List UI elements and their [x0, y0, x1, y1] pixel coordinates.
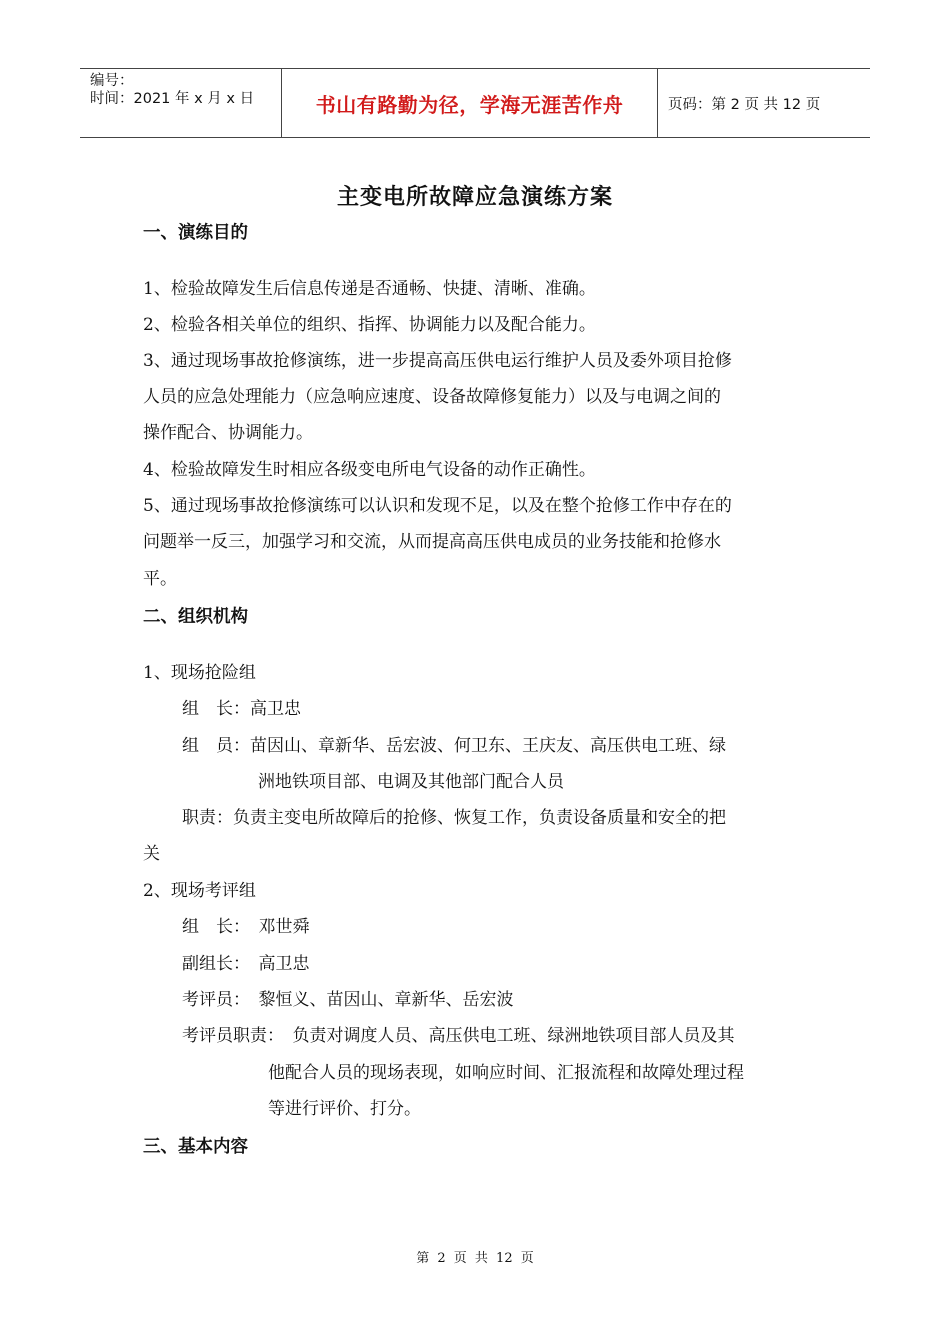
group-duty: 职责：负责主变电所故障后的抢修、恢复工作，负责设备质量和安全的把: [182, 808, 726, 828]
paragraph: 4、检验故障发生时相应各级变电所电气设备的动作正确性。: [143, 460, 596, 480]
paragraph: 5、通过现场事故抢修演练可以认识和发现不足，以及在整个抢修工作中存在的: [143, 496, 732, 516]
paragraph: 1、检验故障发生后信息传递是否通畅、快捷、清晰、准确。: [143, 279, 596, 299]
section-heading-organization: 二、组织机构: [143, 607, 248, 627]
header-motto: 书山有路勤为径，学海无涯苦作舟: [282, 69, 658, 137]
section-heading-purpose: 一、演练目的: [143, 223, 248, 243]
section-heading-content: 三、基本内容: [143, 1137, 248, 1157]
group-members: 洲地铁项目部、电调及其他部门配合人员: [258, 772, 564, 792]
document-date: 时间：2021 年 x 月 x 日: [90, 91, 255, 107]
group-duty: 等进行评价、打分。: [268, 1099, 421, 1119]
group-judges: 考评员： 黎恒义、苗因山、章新华、岳宏波: [182, 990, 514, 1010]
header-page-info: 页码：第 2 页 共 12 页: [668, 96, 821, 113]
page-footer: 第 2 页 共 12 页: [416, 1251, 534, 1266]
group-leader: 组 长： 邓世舜: [182, 917, 310, 937]
group-duty: 考评员职责： 负责对调度人员、高压供电工班、绿洲地铁项目部人员及其: [182, 1026, 735, 1046]
paragraph: 3、通过现场事故抢修演练，进一步提高高压供电运行维护人员及委外项目抢修: [143, 351, 732, 371]
paragraph: 操作配合、协调能力。: [143, 423, 313, 443]
header-meta: [80, 69, 282, 137]
group-heading: 1、现场抢险组: [143, 663, 256, 683]
group-members: 组 员：苗因山、章新华、岳宏波、何卫东、王庆友、高压供电工班、绿: [182, 736, 726, 756]
paragraph: 2、检验各相关单位的组织、指挥、协调能力以及配合能力。: [143, 315, 596, 335]
group-duty: 他配合人员的现场表现，如响应时间、汇报流程和故障处理过程: [268, 1063, 744, 1083]
document-number-label: 编号：: [90, 73, 134, 89]
paragraph: 问题举一反三，加强学习和交流，从而提高高压供电成员的业务技能和抢修水: [143, 532, 721, 552]
group-heading: 2、现场考评组: [143, 881, 256, 901]
page-header: [80, 68, 870, 138]
group-duty: 关: [143, 844, 160, 864]
paragraph: 平。: [143, 569, 177, 589]
group-leader: 组 长：高卫忠: [182, 699, 301, 719]
paragraph: 人员的应急处理能力（应急响应速度、设备故障修复能力）以及与电调之间的: [143, 387, 721, 407]
document-title: 主变电所故障应急演练方案: [336, 185, 613, 210]
group-vice-leader: 副组长： 高卫忠: [182, 954, 310, 974]
